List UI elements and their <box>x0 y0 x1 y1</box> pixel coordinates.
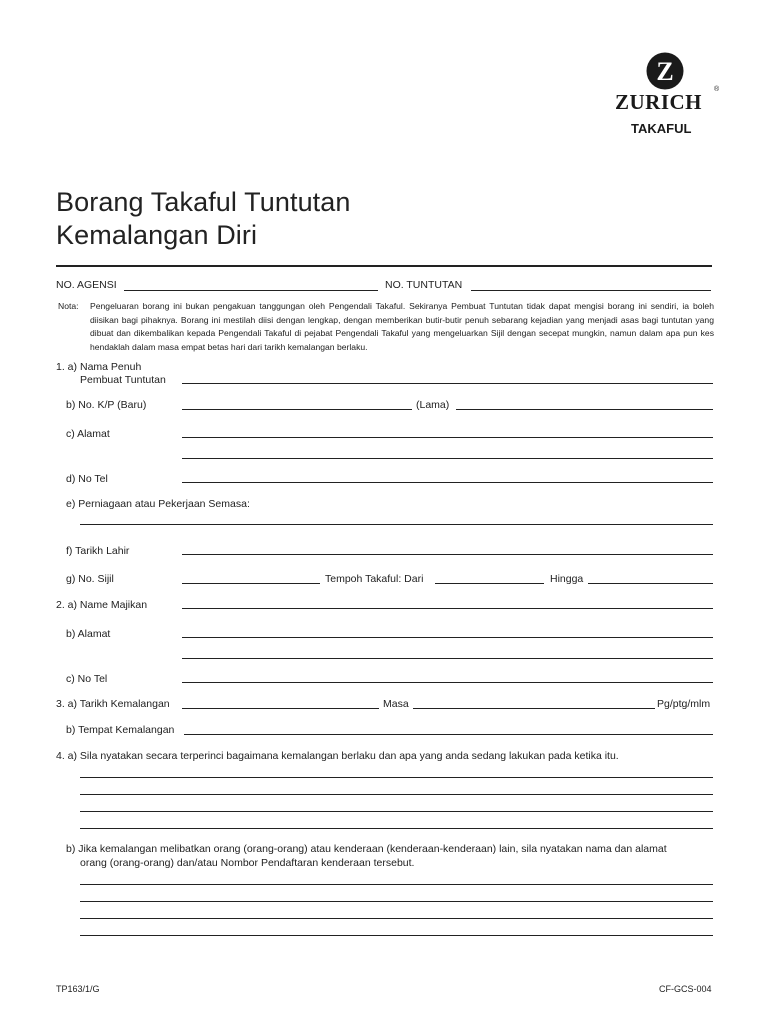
s3-unit-label: Pg/ptg/mlm <box>657 698 711 710</box>
ic-old-field[interactable] <box>456 401 713 410</box>
s1-d-label: d) No Tel <box>66 473 108 485</box>
employer-address-field-2[interactable] <box>182 650 713 659</box>
agensi-field[interactable] <box>124 282 378 291</box>
s1-a-number: 1. a) <box>56 361 78 373</box>
phone-field[interactable] <box>182 474 713 483</box>
third-party-line-2[interactable] <box>80 893 713 902</box>
s3-b-label: b) Tempat Kemalangan <box>66 724 175 736</box>
note-text: Pengeluaran borang ini bukan pengakuan tanggungan oleh Pengendali Takaful. Sekiranya Pembuat Tuntutan tidak dapat mengisi borang ini sendiri, ia boleh diisikan bagi pihaknya. Borang ini mestilah diisi dengan lengkap, dengan memberikan butir-butir penuh sebarang kejadian yang menjadi asas bagi tuntutan yang dibuat dan dikembalikan kepada Pengendali Takaful di pejabat Pengendali Takaful yang mengeluarkan Sijil dengan secepat mungkin, namun dalam apa pun kes hendaklah dalam masa empat betas hari dari tarikh kemalangan berlaku. <box>90 301 714 352</box>
certificate-no-field[interactable] <box>182 575 320 584</box>
third-party-line-3[interactable] <box>80 910 713 919</box>
logo-sub: TAKAFUL <box>631 121 692 136</box>
tuntutan-field[interactable] <box>471 282 711 291</box>
form-title-line2: Kemalangan Diri <box>56 220 258 250</box>
address-field-2[interactable] <box>182 450 713 459</box>
dob-field[interactable] <box>182 546 713 555</box>
footer-code-left: TP163/1/G <box>56 984 100 994</box>
s1-b-lama-label: (Lama) <box>416 399 450 411</box>
s2-a-label: 2. a) Name Majikan <box>56 599 148 611</box>
title-divider <box>56 265 712 267</box>
s1-f-label: f) Tarikh Lahir <box>66 545 130 557</box>
s1-g-tempoh-label: Tempoh Takaful: Dari <box>325 573 424 585</box>
address-field-1[interactable] <box>182 429 713 438</box>
s1-e-label: e) Perniagaan atau Pekerjaan Semasa: <box>66 498 250 510</box>
third-party-line-4[interactable] <box>80 927 713 936</box>
s1-b-label: b) No. K/P (Baru) <box>66 399 147 411</box>
full-name-field[interactable] <box>182 375 713 384</box>
s4-b-label-line2: orang (orang-orang) dan/atau Nombor Pendaftaran kenderaan tersebut. <box>80 857 415 869</box>
employer-address-field-1[interactable] <box>182 629 713 638</box>
s1-a-label-line1: Nama Penuh <box>80 361 142 373</box>
footer-code-right: CF-GCS-004 <box>659 984 712 994</box>
logo-letter: Z <box>656 57 674 86</box>
s1-g-hingga-label: Hingga <box>550 573 584 585</box>
accident-detail-line-3[interactable] <box>80 803 713 812</box>
s2-c-label: c) No Tel <box>66 673 108 685</box>
period-to-field[interactable] <box>588 575 713 584</box>
s4-a-label: 4. a) Sila nyatakan secara terperinci bagaimana kemalangan berlaku dan apa yang anda sedang lakukan pada ketika itu. <box>56 750 619 762</box>
occupation-field[interactable] <box>80 516 713 525</box>
s1-a-label-line2: Pembuat Tuntutan <box>80 374 166 386</box>
accident-place-field[interactable] <box>184 726 713 735</box>
s2-b-label: b) Alamat <box>66 628 111 640</box>
period-from-field[interactable] <box>435 575 544 584</box>
note-label: Nota: <box>58 301 79 311</box>
s3-a-label: 3. a) Tarikh Kemalangan <box>56 698 170 710</box>
third-party-line-1[interactable] <box>80 876 713 885</box>
accident-detail-line-1[interactable] <box>80 769 713 778</box>
employer-name-field[interactable] <box>182 600 713 609</box>
accident-time-field[interactable] <box>413 700 655 709</box>
accident-detail-line-4[interactable] <box>80 820 713 829</box>
s3-masa-label: Masa <box>383 698 409 710</box>
ic-new-field[interactable] <box>182 401 412 410</box>
s1-c-label: c) Alamat <box>66 428 110 440</box>
employer-phone-field[interactable] <box>182 674 713 683</box>
logo-brand: ZURICH <box>615 90 703 114</box>
tuntutan-label: NO. TUNTUTAN <box>385 279 463 291</box>
form-title <box>56 186 351 252</box>
registered-mark: ® <box>714 86 720 93</box>
form-title-line1: Borang Takaful Tuntutan <box>56 187 351 217</box>
accident-date-field[interactable] <box>182 700 379 709</box>
s1-g-label: g) No. Sijil <box>66 573 114 585</box>
zurich-emblem-icon <box>645 51 685 91</box>
s4-b-label-line1: b) Jika kemalangan melibatkan orang (orang-orang) atau kenderaan (kenderaan-kenderaan) lain, sila nyatakan nama dan alamat <box>66 843 667 855</box>
agensi-label: NO. AGENSI <box>56 279 117 291</box>
accident-detail-line-2[interactable] <box>80 786 713 795</box>
